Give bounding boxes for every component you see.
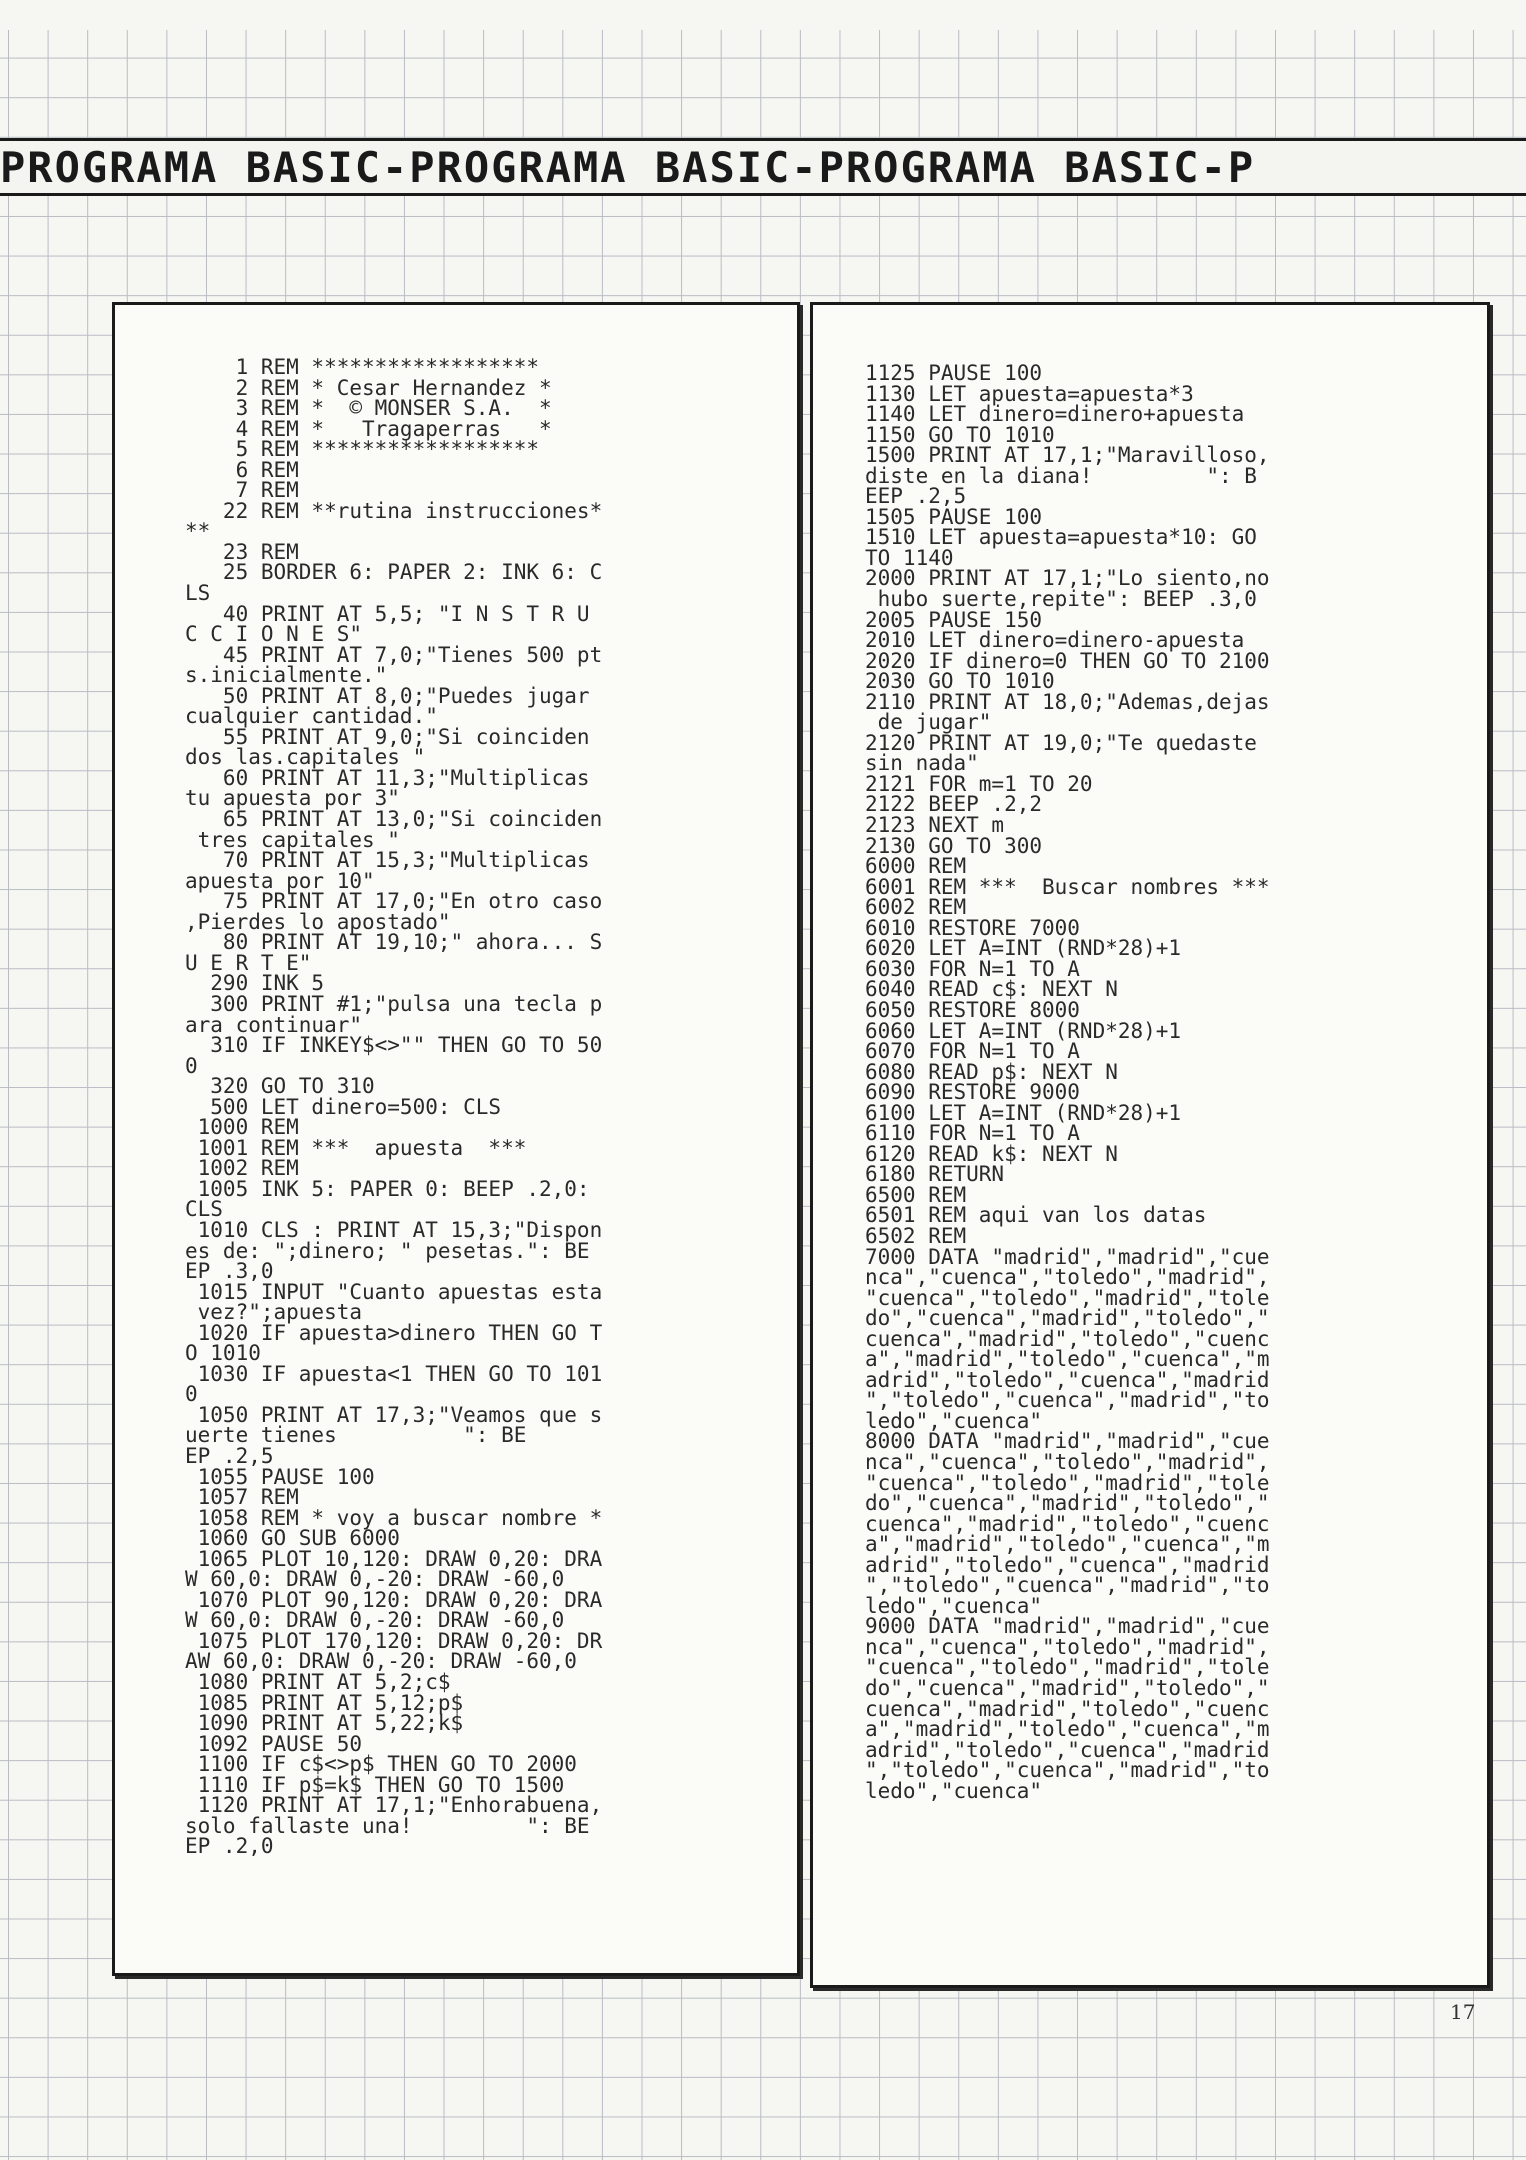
section-banner [0, 138, 1526, 196]
basic-listing-right: 1125 PAUSE 100 1130 LET apuesta=apuesta*3 1140 LET dinero=dinero+apuesta 1150 GO TO 1010 1500 PRINT AT 17,1;"Maravilloso, diste en la diana! ": B EEP .2,5 1505 PAUSE 100 1510 LET apuesta=apuesta*10: GO TO 1140 2000 PRINT AT 17,1;"Lo siento,no hubo suerte,repite": BEEP .3,0 2005 PAUSE 150 2010 LET dinero=dinero-apuesta 2020 IF dinero=0 THEN GO TO 2100 2030 GO TO 1010 2110 PRINT AT 18,0;"Ademas,dejas de jugar" 2120 PRINT AT 19,0;"Te quedaste sin nada" 2121 FOR m=1 TO 20 2122 BEEP .2,2 2123 NEXT m 2130 GO TO 300 6000 REM 6001 REM *** Buscar nombres *** 6002 REM 6010 RESTORE 7000 6020 LET A=INT (RND*28)+1 6030 FOR N=1 TO A 6040 READ c$: NEXT N 6050 RESTORE 8000 6060 LET A=INT (RND*28)+1 6070 FOR N=1 TO A 6080 READ p$: NEXT N 6090 RESTORE 9000 6100 LET A=INT (RND*28)+1 6110 FOR N=1 TO A 6120 READ k$: NEXT N 6180 RETURN 6500 REM 6501 REM aqui van los datas 6502 REM 7000 DATA "madrid","madrid","cue nca","cuenca","toledo","madrid", "cuenca","toledo","madrid","tole do","cuenca","madrid","toledo"," cuenca","madrid","toledo","cuenc a","madrid","toledo","cuenca","m adrid","toledo","cuenca","madrid ","toledo","cuenca","madrid","to ledo","cuenca" 8000 DATA "madrid","madrid","cue nca","cuenca","toledo","madrid", "cuenca","toledo","madrid","tole do","cuenca","madrid","toledo"," cuenca","madrid","toledo","cuenc a","madrid","toledo","cuenca","m adrid","toledo","cuenca","madrid ","toledo","cuenca","madrid","to ledo","cuenca" 9000 DATA "madrid","madrid","cue nca","cuenca","toledo","madrid", "cuenca","toledo","madrid","tole do","cuenca","madrid","toledo"," cuenca","madrid","toledo","cuenc a","madrid","toledo","cuenca","m adrid","toledo","cuenca","madrid ","toledo","cuenca","madrid","to ledo","cuenca" [865, 361, 1270, 1803]
banner-title: PROGRAMA BASIC-PROGRAMA BASIC-PROGRAMA BASIC-P [0, 143, 1256, 192]
page-top-margin [0, 0, 1526, 30]
listing-left-panel [112, 302, 800, 1976]
page-number: 17 [1450, 2000, 1476, 2024]
listing-right-panel [810, 302, 1490, 1988]
basic-listing-left: 1 REM ****************** 2 REM * Cesar Hernandez * 3 REM * © MONSER S.A. * 4 REM * Tragaperras * 5 REM ****************** 6 REM 7 REM 22 REM **rutina instrucciones* ** 23 REM 25 BORDER 6: PAPER 2: INK 6: C LS 40 PRINT AT 5,5; "I N S T R U C C I O N E S" 45 PRINT AT 7,0;"Tienes 500 pt s.inicialmente." 50 PRINT AT 8,0;"Puedes jugar cualquier cantidad." 55 PRINT AT 9,0;"Si coinciden dos las.capitales " 60 PRINT AT 11,3;"Multiplicas tu apuesta por 3" 65 PRINT AT 13,0;"Si coinciden tres capitales " 70 PRINT AT 15,3;"Multiplicas apuesta por 10" 75 PRINT AT 17,0;"En otro caso ,Pierdes lo apostado" 80 PRINT AT 19,10;" ahora... S U E R T E" 290 INK 5 300 PRINT #1;"pulsa una tecla p ara continuar" 310 IF INKEY$<>"" THEN GO TO 50 0 320 GO TO 310 500 LET dinero=500: CLS 1000 REM 1001 REM *** apuesta *** 1002 REM 1005 INK 5: PAPER 0: BEEP .2,0: CLS 1010 CLS : PRINT AT 15,3;"Dispon es de: ";dinero; " pesetas.": BE EP .3,0 1015 INPUT "Cuanto apuestas esta vez?";apuesta 1020 IF apuesta>dinero THEN GO T O 1010 1030 IF apuesta<1 THEN GO TO 101 0 1050 PRINT AT 17,3;"Veamos que s uerte tienes ": BE EP .2,5 1055 PAUSE 100 1057 REM 1058 REM * voy a buscar nombre * 1060 GO SUB 6000 1065 PLOT 10,120: DRAW 0,20: DRA W 60,0: DRAW 0,-20: DRAW -60,0 1070 PLOT 90,120: DRAW 0,20: DRA W 60,0: DRAW 0,-20: DRAW -60,0 1075 PLOT 170,120: DRAW 0,20: DR AW 60,0: DRAW 0,-20: DRAW -60,0 1080 PRINT AT 5,2;c$ 1085 PRINT AT 5,12;p$ 1090 PRINT AT 5,22;k$ 1092 PAUSE 50 1100 IF c$<>p$ THEN GO TO 2000 1110 IF p$=k$ THEN GO TO 1500 1120 PRINT AT 17,1;"Enhorabuena, solo fallaste una! ": BE EP .2,0 [185, 355, 603, 1859]
